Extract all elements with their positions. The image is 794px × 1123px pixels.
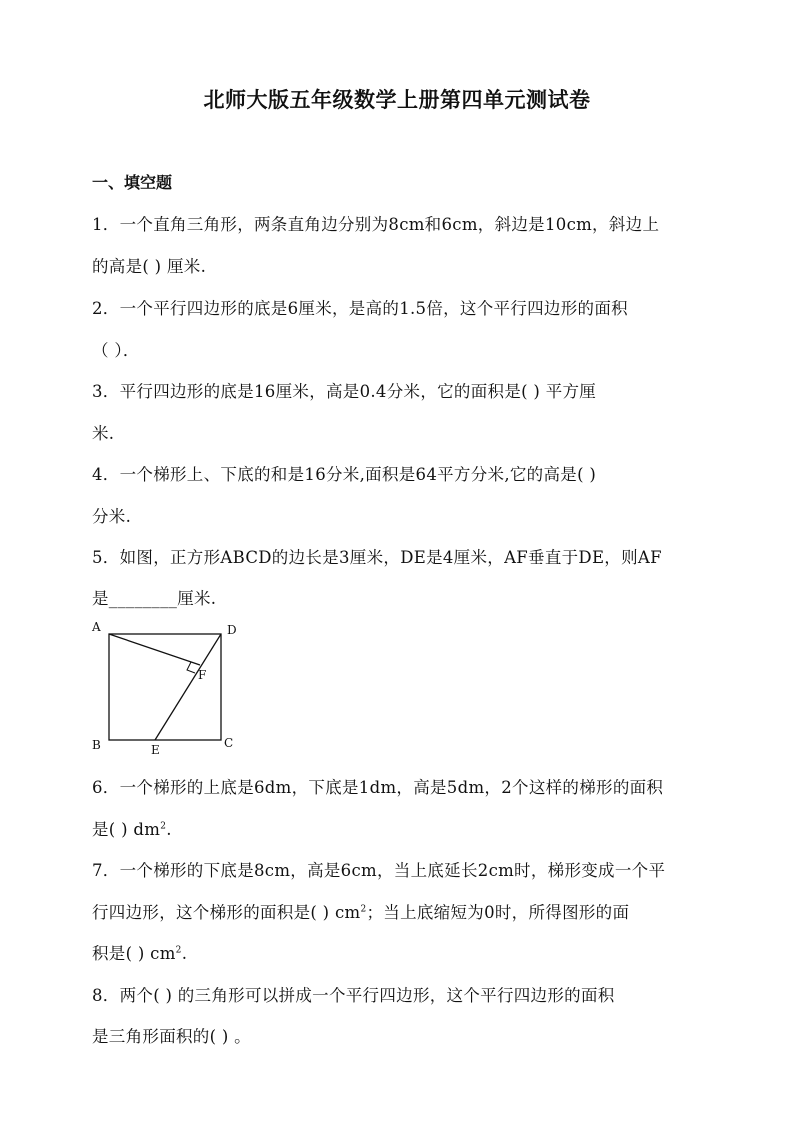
question-6-line-2: 是( ) $dm^2$. <box>92 820 172 839</box>
section-heading: 一、填空题 <box>92 173 173 192</box>
label-b: B <box>92 738 101 752</box>
question-4-line-2: 分米. <box>92 507 132 526</box>
label-d: D <box>227 623 237 637</box>
segment-de <box>155 634 221 740</box>
question-5-line-2: 是________厘米. <box>92 589 217 608</box>
label-c: C <box>224 736 234 750</box>
question-7-line-3: 积是( ) $cm^2$. <box>92 944 188 963</box>
question-3-line-2: 米. <box>92 424 115 443</box>
question-4-line-1: 4．一个梯形上、下底的和是16分米,面积是64平方分米,它的高是( ) <box>92 465 597 484</box>
question-7-line-1: 7．一个梯形的下底是8cm，高是6cm，当上底延长2cm时，梯形变成一个平 <box>92 861 666 880</box>
square-figure <box>86 618 246 758</box>
question-2-line-2: （ ）． <box>92 341 140 360</box>
question-6-line-1: 6．一个梯形的上底是6dm，下底是1dm，高是5dm，2个这样的梯形的面积 <box>92 778 664 797</box>
question-1-line-2: 的高是( ) 厘米. <box>92 257 207 276</box>
question-3-line-1: 3．平行四边形的底是16厘米，高是0.4分米，它的面积是( ) 平方厘 <box>92 382 597 401</box>
label-a: A <box>92 620 101 634</box>
label-e: E <box>151 743 160 757</box>
question-8-line-2: 是三角形面积的( ) 。 <box>92 1027 251 1046</box>
question-2-line-1: 2．一个平行四边形的底是6厘米，是高的1.5倍，这个平行四边形的面积 <box>92 299 628 318</box>
right-angle-mark <box>187 662 195 673</box>
label-f: F <box>198 668 207 682</box>
question-1-line-1: 1．一个直角三角形，两条直角边分别为8cm和6cm，斜边是10cm，斜边上 <box>92 215 660 234</box>
segment-af <box>109 634 200 665</box>
question-5-line-1: 5．如图，正方形ABCD的边长是3厘米，DE是4厘米，AF垂直于DE，则AF <box>92 548 662 567</box>
page-title: 北师大版五年级数学上册第四单元测试卷 <box>203 87 591 112</box>
question-8-line-1: 8．两个( ) 的三角形可以拼成一个平行四边形，这个平行四边形的面积 <box>92 986 615 1005</box>
question-7-line-2: 行四边形，这个梯形的面积是( ) $cm^2$；当上底缩短为0时，所得图形的面 <box>92 903 630 922</box>
